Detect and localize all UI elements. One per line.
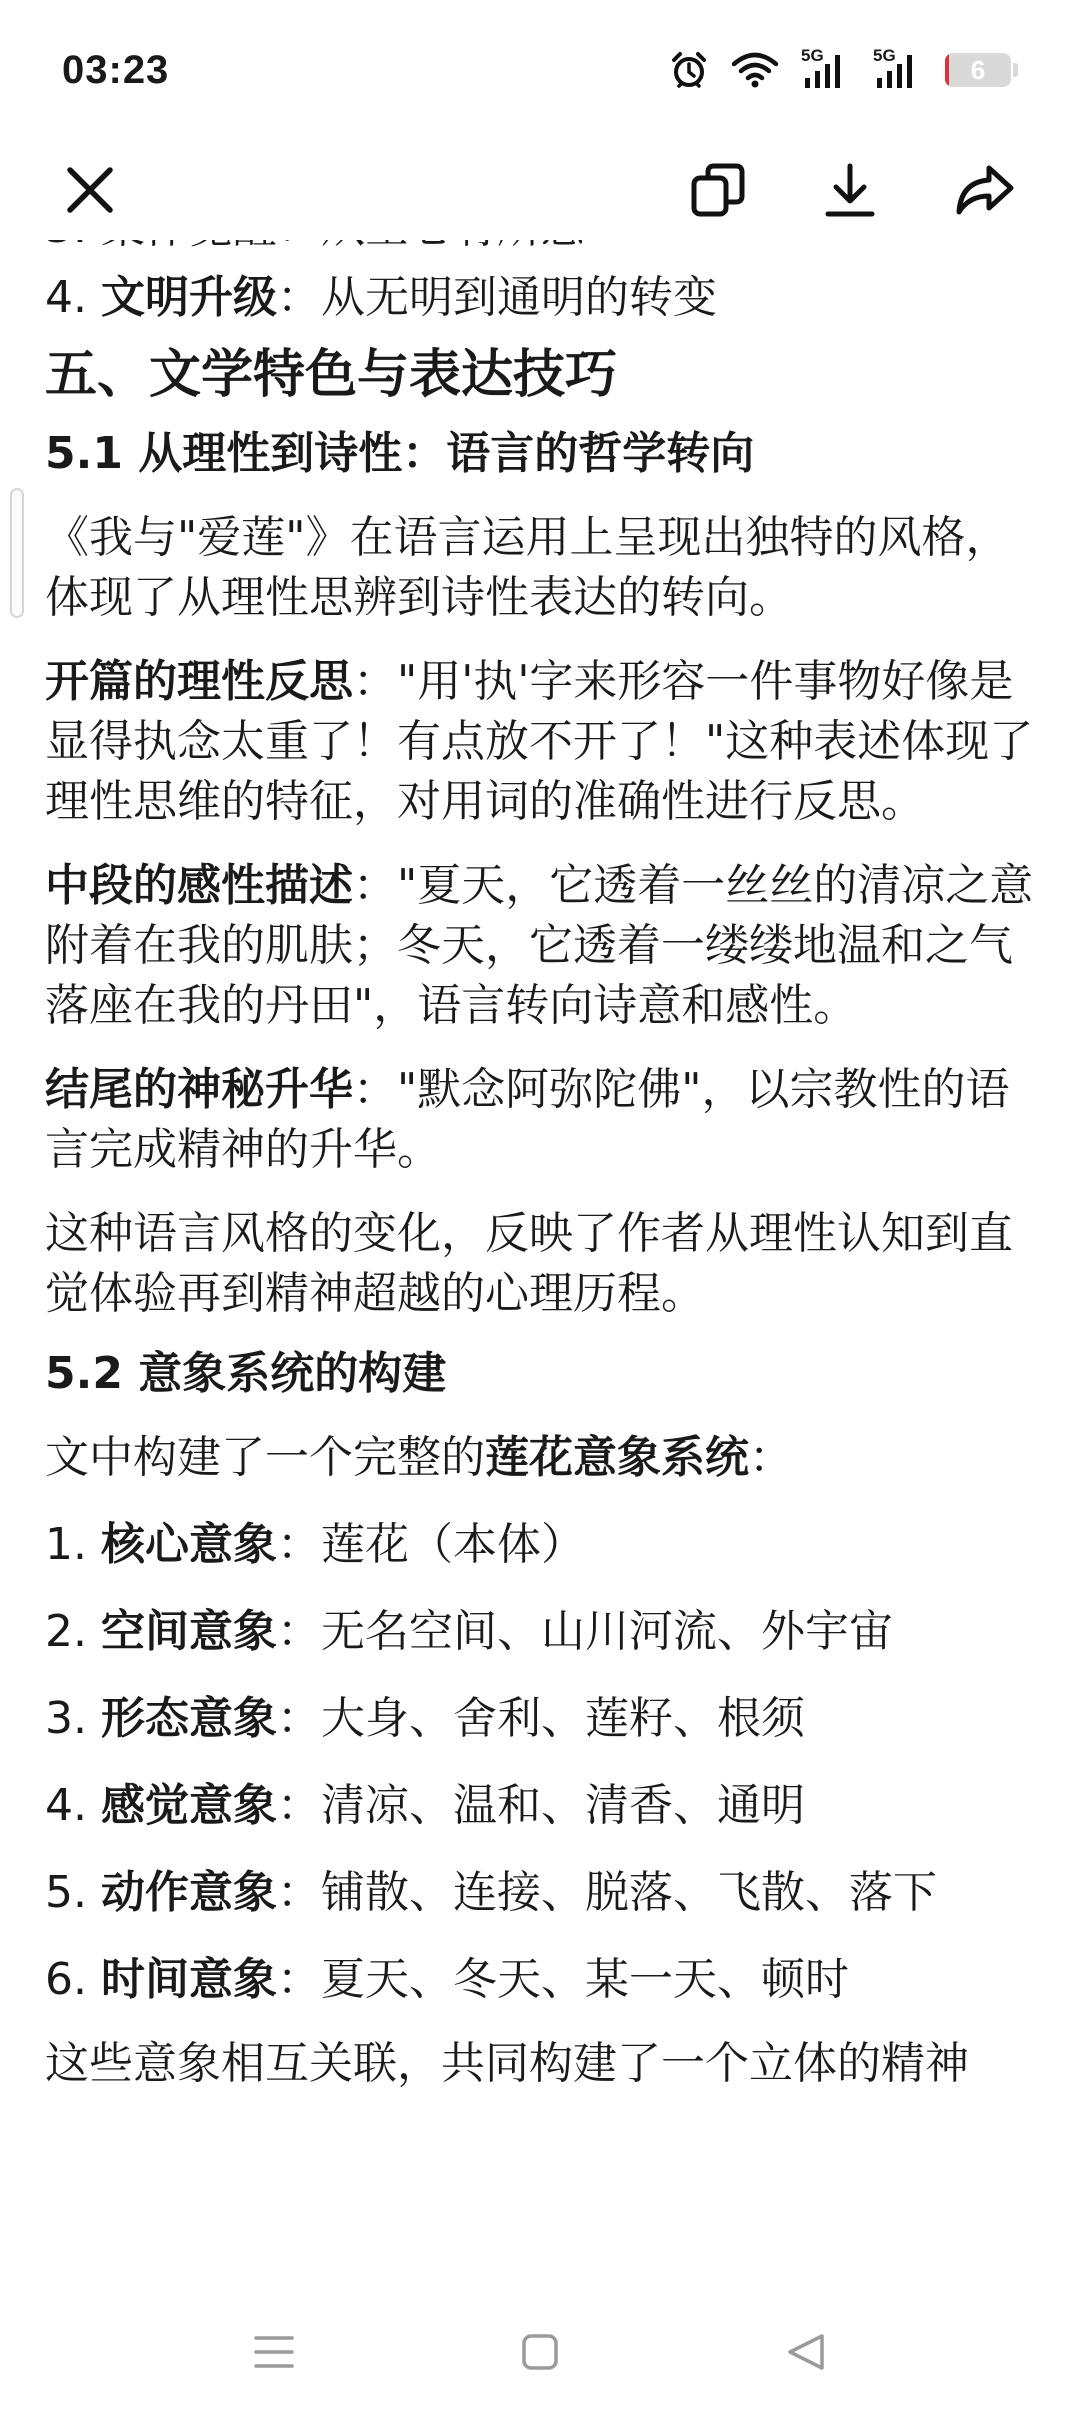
battery-icon	[945, 53, 1018, 87]
share-button[interactable]	[945, 150, 1025, 230]
list-item-term: 核心意象	[100, 1519, 277, 1570]
back-button[interactable]	[766, 2312, 846, 2392]
signal-5g-icon	[873, 46, 923, 90]
list-item-term: 文明升级	[100, 272, 277, 323]
list-item	[45, 1776, 1040, 1836]
network-label: 5G	[801, 46, 824, 65]
paragraph-term: 中段的感性描述	[45, 860, 353, 911]
copy-button[interactable]	[678, 150, 758, 230]
list-item-text: ：清凉、温和、清香、通明	[276, 1780, 805, 1831]
list-number: 3.	[45, 1693, 101, 1744]
back-icon	[784, 2332, 828, 2372]
paragraph-text: ：	[749, 1432, 793, 1483]
list-item	[45, 1863, 1040, 1923]
paragraph-term: 莲花意象系统	[485, 1432, 749, 1483]
paragraph-term: 结尾的神秘升华	[45, 1064, 353, 1115]
home-button[interactable]	[500, 2312, 580, 2392]
status-icons	[669, 46, 1018, 90]
status-time: 03:23	[62, 47, 170, 92]
wifi-icon	[731, 51, 779, 89]
edge-panel-handle[interactable]	[10, 488, 24, 618]
paragraph	[45, 856, 1040, 1036]
network-label: 5G	[873, 46, 896, 65]
subsection-heading: 5.1 从理性到诗性：语言的哲学转向	[45, 428, 755, 479]
list-item	[45, 268, 1040, 328]
list-number: 4.	[45, 272, 101, 323]
list-item-term: 感觉意象	[100, 1780, 277, 1831]
paragraph	[45, 652, 1040, 832]
list-item-text: ：莲花（本体）	[276, 1519, 585, 1570]
paragraph: 这些意象相互关联，共同构建了一个立体的精神	[45, 2038, 969, 2089]
list-item-text: ：铺散、连接、脱落、飞散、落下	[276, 1867, 937, 1918]
status-bar	[0, 0, 1080, 140]
share-icon	[953, 160, 1017, 220]
signal-5g-icon	[801, 46, 851, 90]
battery-level: 6	[970, 54, 986, 85]
battery-body	[945, 53, 1011, 87]
list-number: 5.	[45, 1867, 101, 1918]
download-button[interactable]	[810, 150, 890, 230]
list-item-text: ：大身、舍利、莲籽、根须	[276, 1693, 805, 1744]
list-number: 4.	[45, 1780, 101, 1831]
system-nav-bar	[0, 2282, 1080, 2412]
copy-icon	[688, 160, 748, 220]
paragraph-text: ："默念阿弥陀佛"，以宗教性的语言完成精神的升华。	[45, 1064, 1010, 1175]
recent-apps-button[interactable]	[234, 2312, 314, 2392]
list-item-text: ：夏天、冬天、某一天、顿时	[276, 1954, 849, 2005]
paragraph-text: ："用'执'字来形容一件事物好像是显得执念太重了！有点放不开了！"这种表述体现了理性思维的特征，对用词的准确性进行反思。	[45, 656, 1034, 827]
menu-icon	[252, 2332, 296, 2372]
viewer-toolbar	[0, 140, 1080, 240]
paragraph-text: 文中构建了一个完整的	[45, 1432, 485, 1483]
list-number: 1.	[45, 1519, 101, 1570]
list-number: 2.	[45, 1606, 101, 1657]
home-icon	[520, 2332, 560, 2372]
list-item	[45, 1515, 1040, 1575]
list-item-term: 时间意象	[100, 1954, 277, 2005]
paragraph: 《我与"爱莲"》在语言运用上呈现出独特的风格，体现了从理性思辨到诗性表达的转向。	[45, 512, 1010, 623]
list-item-text: ：从无明到通明的转变	[276, 272, 717, 323]
alarm-icon	[669, 50, 709, 90]
paragraph	[45, 1428, 1040, 1488]
paragraph-text: ："夏天，它透着一丝丝的清凉之意附着在我的肌肤；冬天，它透着一缕缕地温和之气落座在我的丹田"，语言转向诗意和感性。	[45, 860, 1034, 1031]
list-item-term: 形态意象	[100, 1693, 277, 1744]
paragraph	[45, 1060, 1040, 1180]
paragraph-term: 开篇的理性反思	[45, 656, 353, 707]
subsection-heading: 5.2 意象系统的构建	[45, 1348, 447, 1399]
list-item-text: ：无名空间、山川河流、外宇宙	[276, 1606, 893, 1657]
document-content[interactable]	[45, 190, 1040, 2260]
list-item-term: 动作意象	[100, 1867, 277, 1918]
list-number: 6.	[45, 1954, 101, 2005]
close-button[interactable]	[50, 150, 130, 230]
list-item-term: 空间意象	[100, 1606, 277, 1657]
list-item	[45, 1689, 1040, 1749]
battery-tip	[1013, 63, 1018, 77]
download-icon	[820, 160, 880, 220]
list-item	[45, 1602, 1040, 1662]
list-item	[45, 1950, 1040, 2010]
paragraph: 这种语言风格的变化，反映了作者从理性认知到直觉体验再到精神超越的心理历程。	[45, 1208, 1013, 1319]
battery-fill	[945, 53, 949, 87]
close-icon	[62, 162, 118, 218]
section-heading: 五、文学特色与表达技巧	[45, 345, 618, 405]
